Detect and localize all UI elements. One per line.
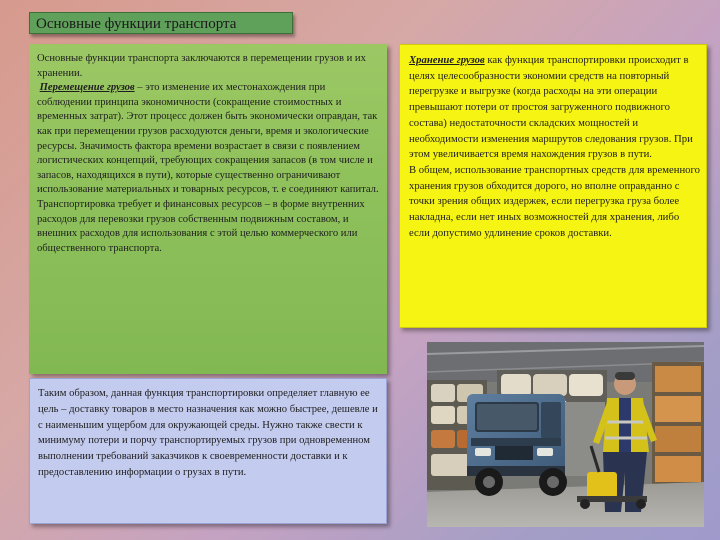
warehouse-scene (427, 342, 704, 527)
storage-textbox (399, 44, 707, 328)
conclusion-textbox (29, 378, 387, 524)
intro-text: Основные функции транспорта заключаются в перемещении грузов и их хранении. (37, 53, 366, 79)
slide-title: Основные функции транспорта (29, 12, 293, 34)
storage-term: Хранение грузов (409, 54, 485, 66)
shelving-right (652, 362, 704, 502)
storage-paragraph-2: В общем, использование транспортных средств для временного хранения грузов обходится дорого, но вполне оправданно с точки зрения общих издержек, если перегрузка груза более накладна, если нет иных возможностей для хранения, либо если допустимо удлинение сроков доставки. (409, 163, 700, 239)
movement-term: Перемещение грузов (39, 82, 135, 94)
storage-text: как функция транспортировки происходит в целях целесообразности экономии средств на повторный перегрузке и выгрузке (когда расходы на эти операции превышают потери от простоя загруженного подвижного состава) недостаточности складских мощностей и необходимости изменения маршрутов следования грузов. При этом увеличивается время нахождения грузов в пути. (409, 54, 693, 161)
warehouse-photo (427, 342, 704, 527)
movement-text: – это изменение их местонахождения при соблюдении принципа экономичности (сокращение стоимостных и временных затрат). Этот процесс должен быть экономически оправдан, так как при перемещении грузов расходуются деньги, время и экологические ресурсы. Значимость фактора времени возрастает в связи с появлением логистических концепций, требующих сокращения запасов (в том числе и запасов, находящихся в пути), которые существенно ограничивают использование материальных и товарных ресурсов, т. е соединяют капитал. Транспортировка требует и финансовых ресурсов – в форме внутренних расходов для перевозки грузов собственным подвижным составом, и внешних расходов для использования с этой целью коммерческого или общественного транспорта. (37, 82, 379, 254)
transport-movement-textbox (29, 44, 387, 374)
conclusion-text: Таким образом, данная функция транспортировки определяет главную ее цель – доставку товаров в место назначения как можно быстрее, дешевле и с наименьшим ущербом для окружающей среды. Нужно также свести к минимуму потери и порчу транспортируемых грузов при одновременном выполнении требований заказчиков к своевременности доставки и к предоставлению информации о грузах в пути. (38, 388, 378, 478)
